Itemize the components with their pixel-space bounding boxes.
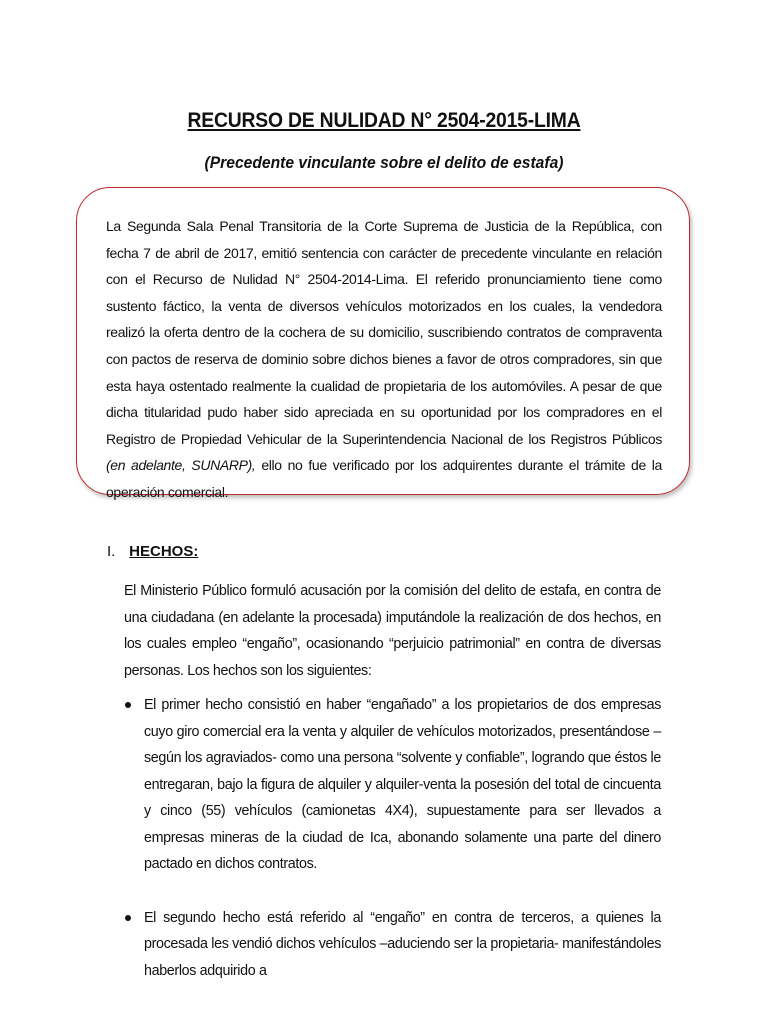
facts-list [124,692,661,984]
section-paragraph: El Ministerio Público formuló acusación por la comisión del delito de estafa, en contra de una ciudadana (en adelante la procesada) imputándole la realización de dos hechos, en los cuales empleo “engaño”, ocasionando “perjuicio patrimonial” en contra de diversas personas. Los hechos son los siguientes: [124,583,661,679]
document-title: RECURSO DE NULIDAD N° 2504-2015-LIMA [187,109,581,132]
bullet-icon [125,915,131,921]
list-item [124,692,661,878]
summary-text [106,213,662,506]
list-item-text: El primer hecho consistió en haber “engañado” a los propietarios de dos empresas cuyo giro comercial era la venta y alquiler de vehículos motorizados, presentándose –según los agraviados- como una persona “solvente y confiable”, logrando que éstos le entregaran, bajo la figura de alquiler y alquiler-venta la posesión del total de cincuenta y cinco (55) vehículos (camionetas 4X4), supuestamente para ser llevados a empresas mineras de la ciudad de Ica, abonando solamente una parte del dinero pactado en dichos contratos. [144,697,661,872]
list-item [124,905,661,985]
bullet-icon [125,702,131,708]
summary-italic-note: (en adelante, SUNARP), [106,457,256,474]
section-heading [107,543,198,560]
section-number: I. [107,543,116,560]
list-item-text: El segundo hecho está referido al “engaño” en contra de terceros, a quienes la procesada les vendió dichos vehículos –aduciendo ser la propietaria- manifestándoles haberlos adquirido a [144,909,661,979]
document-subtitle: (Precedente vinculante sobre el delito de estafa) [204,153,564,172]
summary-text-part: ello no fue verificado por los adquirentes durante el trámite de la operación comercial. [106,457,662,500]
summary-text-part: La Segunda Sala Penal Transitoria de la Corte Suprema de Justicia de la República, con fecha 7 de abril de 2017, emitió sentencia con carácter de precedente vinculante en relación con el Recurso de Nulidad N° 2504-2014-Lima. El referido pronunciamiento tiene como sustento fáctico, la venta de diversos vehículos motorizados en los cuales, la vendedora realizó la oferta dentro de la cochera de su domicilio, suscribiendo contratos de compraventa con pactos de reserva de dominio sobre dichos bienes a favor de otros compradores, sin que esta haya ostentado realmente la cualidad de propietaria de los automóviles. A pesar de que dicha titularidad pudo haber sido apreciada en su oportunidad por los compradores en el Registro de Propiedad Vehicular de la Superintendencia Nacional de los Registros Públicos [106,218,662,447]
section-heading-label: HECHOS: [129,543,199,560]
